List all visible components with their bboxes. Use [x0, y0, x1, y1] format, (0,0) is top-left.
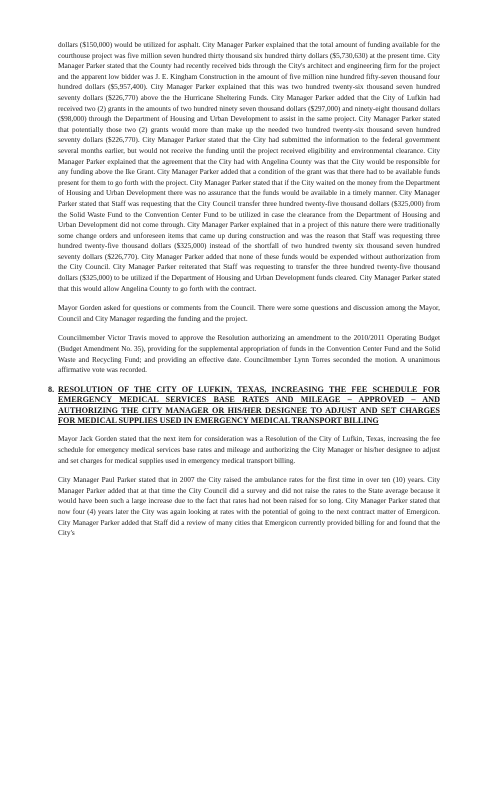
- agenda-item-heading: RESOLUTION OF THE CITY OF LUFKIN, TEXAS, INCREASING THE FEE SCHEDULE FOR EMERGENCY MEDICAL SERVICES BASE RATES AND MILEAGE – APPROVED – AND AUTHORIZING THE CITY MANAGER OR HIS/HER DESIGNEE TO ADJUST AND SET CHARGES FOR MEDICAL SUPPLIES USED IN EMERGENCY MEDICAL TRANSPORT BILLING: [58, 384, 440, 426]
- paragraph-council-questions: Mayor Gorden asked for questions or comments from the Council. There were some questions and discussion among the Mayor, Council and City Manager regarding the funding and the project.: [58, 303, 440, 323]
- paragraph-city-manager-ems: City Manager Paul Parker stated that in 2007 the City raised the ambulance rates for the first time in over ten (10) years. City Manager Parker added that at that time the City Council did a survey and did not raise the rates to the State average because it would have been such a large increase due to the fact that rates had not been raised for so long. City Manager Parker stated that now four (4) years later the City was again looking at rates with the potential of going to the next contract matter of Emergicon. City Manager Parker added that Staff did a review of many cities that Emergicon currently provided billing for and found that the City's: [58, 475, 440, 538]
- paragraph-mayor-statement: Mayor Jack Gorden stated that the next item for consideration was a Resolution of the City of Lufkin, Texas, increasing the fee schedule for emergency medical services base rates and mileage and authorizing the City Manager or his/her designee to adjust and set charges for medical supplies used in emergency medical transport billing.: [58, 434, 440, 465]
- paragraph-courthouse-funding: dollars ($150,000) would be utilized for asphalt. City Manager Parker explained that the total amount of funding available for the courthouse project was five million seven hundred thirty thousand six hundred thirty dollars ($5,730,630) at the present time. City Manager Parker stated that the County had recently received bids through the City's architect and engineering firm for the project and the apparent low bidder was J. E. Kingham Construction in the amount of five million nine hundred fifty-seven thousand four hundred dollars ($5,957,400). City Manager Parker explained that this was two hundred twenty-six thousand seven hundred seventy dollars ($226,770) above the the Hurricane Sheltering Funds. City Manager Parker added that the City of Lufkin had received two (2) grants in the amounts of two hundred ninety seven thousand dollars ($297,000) and ninety-eight thousand dollars ($98,000) through the Department of Housing and Urban Development to assist in the same project. City Manager Parker stated that potentially those two (2) grants would more than make up the needed two hundred twenty-six thousand seven hundred seventy dollars ($226,770). City Manager Parker stated that the City had submitted the information to the federal government several months earlier, but would not receive the funding until the project received eligibility and environmental clearance. City Manager Parker explained that the agreement that the City had with Angelina County was that the City would be responsible for any funding above the Ike Grant. City Manager Parker added that a condition of the grant was that there had to be available funds present for them to go forth with the project. City Manager Parker stated that if the City waited on the money from the Department of Housing and Urban Development there was no assurance that the funds would be available in a timely manner. City Manager Parker stated that Staff was requesting that the City Council transfer three hundred twenty-five thousand dollars ($325,000) from the Solid Waste Fund to the Convention Center Fund to be utilized in case the clearance from the Department of Housing and Urban Development did not come through. City Manager Parker explained that in a project of this nature there were traditionally some change orders and unforeseen items that came up during construction and was the reason that Staff was requesting three hundred twenty-five thousand dollars ($325,000) instead of the shortfall of two hundred twenty six thousand seven hundred seventy dollars ($226,770). City Manager Parker added that none of these funds would be expended without authorization from the City Council. City Manager Parker reiterated that Staff was requesting to transfer the three hundred twenty-five thousand dollars ($325,000) to be utilized if the Department of Housing and Urban Development funds cleared. City Manager Parker stated that this would allow Angelina County to go forth with the contract.: [58, 40, 440, 293]
- agenda-item-8: [48, 385, 440, 427]
- paragraph-motion: Councilmember Victor Travis moved to approve the Resolution authorizing an amendment to the 2010/2011 Operating Budget (Budget Amendment No. 35), providing for the supplemental appropriation of funds in the Convention Center Fund and the Solid Waste and Recycling Fund; and providing an effective date. Councilmember Lynn Torres seconded the motion. A unanimous affirmative vote was recorded.: [58, 333, 440, 375]
- agenda-item-number: 8.: [48, 384, 55, 394]
